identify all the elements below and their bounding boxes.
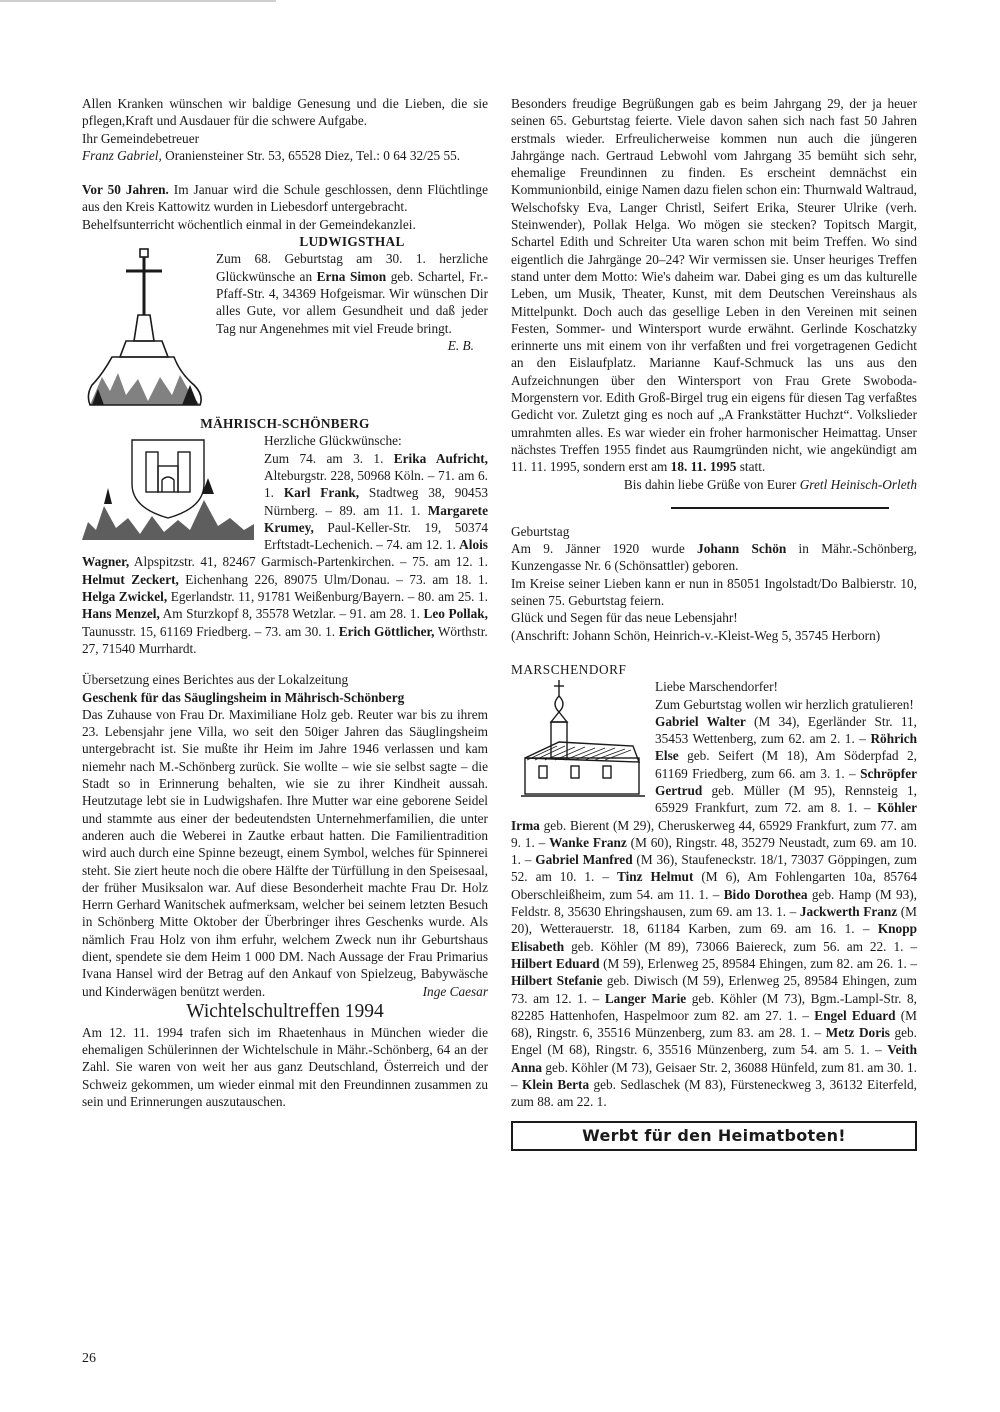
birthday-name: Gabriel Manfred [535,852,633,868]
intro-signature-label: Ihr Gemeindebetreuer [82,130,200,146]
saeuglingsheim-article [82,671,488,1000]
left-column [82,95,488,1110]
heimatbote-promo-box [511,1121,917,1151]
wichtelschultreffen-heading: Wichtelschultreffen 1994 [186,1000,384,1022]
birthday-name: Veith Anna [511,1042,917,1075]
birthday-name: Jackwerth Franz [799,904,898,920]
right-column [511,95,917,1151]
article-body: Das Zuhause von Frau Dr. Maximiliane Holz geb. Reuter war bis zu ihrem 23. Lebensjahr jene Villa, wo seit den 50iger Jahren das Säuglingsheim untergebracht ist. Sie mußte ihr Heim im Jahre 1946 verlassen und kam niemehr nach M.-Schönberg zurück. Sie wollte – wie sie selbst sagte – die Stadt so in Erinnerung behalten, wie sie zu ihrer Kindheit aussah. Heutzutage lebt sie in Ludwigshafen. Ihre Mutter war eine geborene Seidel und stammte aus einer der bedeutendsten Unternehmerfamilien, die unter anderen auch die Weberei in Zautke erbaut hatten. Die Familientradition wird auch durch eine Spinne bezeugt, einem Symbol, welches für Spinnerei steht. Sie ziert heute noch die obere Hälfte der Türfüllung in den Speisesaal, der früher Musiksalon war. Auf diese Besonderheit machte Frau Dr. Holz Herrn Gerhard Wanitschek aufmerksam, welcher bei seinem letzten Besuch in Schönberg Mitte Oktober der Überbringer ihres Geschenks wurde. Als nämlich Frau Holz von ihm erfuhr, welchem Zweck nun ihr Geburtshaus dient, spendete sie dem Heim 1 000 DM. Nach Aussage der Frau Primarius Ivana Hansel wird der Betrag auf den Ankauf von Spielzeug, Babywäsche und Kinderwägen benützt werden. Inge Caesar [82,706,488,999]
maehrisch-schoenberg-section [82,415,488,657]
birthday-name: Schröpfer Gertrud [655,765,917,798]
marschendorf-intro: Zum Geburtstag wollen wir herzlich gratulieren! [655,696,914,712]
birthday-details: (M 36), Staufeneckstr. 18/1, 73037 Göppingen, zum 52. am 10. 1. – [511,852,917,885]
birthday-details: geb. Hamp (M 93), Feldstr. 8, 35630 Ehringshausen, zum 69. am 13. 1. – [511,886,918,920]
birthday-name: Klein Berta [522,1077,590,1093]
birthday-details: geb. Köhler (M 89), 73066 Baiereck, zum 56. am 22. 1. – [564,938,917,954]
geburtstag-text: Am 9. Jänner 1920 wurde Johann Schön in Mähr.-Schönberg, Kunzengasse Nr. 6 (Schönsattler) geboren. [511,541,917,574]
birthday-name: Köhler Irma [511,800,917,833]
geburtstag-heading: Geburtstag [511,523,570,539]
maehrisch-greeting: Herzliche Glückwünsche: [264,433,402,449]
geburtstag-address: (Anschrift: Johann Schön, Heinrich-v.-Kleist-Weg 5, 35745 Herborn) [511,627,881,643]
article-title: Geschenk für das Säuglingsheim in Mährisch-Schönberg [82,689,405,705]
birthday-details: geb. Diwisch (M 59), Erlenweg 25, 89584 Ehingen, zum 73. am 12. 1. – [511,973,917,1006]
treffen-closing: Bis dahin liebe Grüße von Eurer Gretl Heinisch-Orleth [623,476,917,492]
marschendorf-greeting: Liebe Marschendorfer! [655,679,778,695]
ludwigsthal-section [82,233,488,415]
birthday-name: Hilbert Stefanie [511,973,603,989]
scan-edge-line [0,0,276,2]
intro-wishes: Allen Kranken wünschen wir baldige Genesung und die Lieben, die sie pflegen,Kraft und Ausdauer für die schwere Aufgabe. [82,96,488,129]
article-source-note: Übersetzung eines Berichtes aus der Lokalzeitung [82,672,349,688]
treffen-continued: Besonders freudige Begrüßungen gab es beim Jahrgang 29, der ja heuer seinen 65. Geburtstag feierte. Viele davon sahen sich nach fast 50 Jahren erstmals wieder. Erfreulicherweise kommen nun auch die jüngeren Jahrgänge nach. Gertraud Lebwohl vom Jahrgang 35 bemüht sich sehr, ehemalige Freundinnen zu finden. Es erscheint demnächst ein Kommunionbild, einige Namen dazu fielen schon ein: Thurnwald Waltraud, Welschofsky Eva, Langer Christl, Seifert Erika, Steurer Ulrike (verh. Steinwender), Pollak Helga. Wo mögen sie stecken? Topitsch Margit, Schartel Edith und Schreiter Uta waren schon mit beim Treffen. Wo sind eigentlich die Jahrgänge 20–24? Wir vermissen sie. Unser heuriges Treffen stand unter dem Motto: Wie's daheim war. Dabei ging es um das kulturelle Leben, um Musik, Theater, Kunst, mit dem Deutschen Vereinshaus als Mittelpunkt. Doch auch das gesellige Leben in den Vereinen mit seinen Festen, Sommer- und Wintersport wurde erwähnt. Gerlinde Koschatzky erinnerte uns mit einem von ihr verfaßten und frei vorgetragenen Gedicht an den Eislaufplatz. Marianne Kauf-Schmuck las uns aus den Aufzeichnungen über den Wintersport von Frau Grete Swoboda-Morgenstern vor. Edith Groß-Birgel trug ein eigens für diesen Tag verfaßtes Gedicht vor. Zuletzt ging es noch auf „A Frankstätter Huchzt“. Volkslieder umrahmten alles. Es war wieder ein froher harmonischer Heimattag. Unser nächstes Treffen 1955 findet aus Raumgründen nicht, wie angekündigt am 11. 11. 1995, sondern erst am 18. 11. 1995 statt. [511,96,917,475]
ludwigsthal-illustration [82,245,208,413]
birthday-name: Metz Doris [825,1025,890,1041]
birthday-name: Knopp Elisabeth [511,921,917,954]
birthday-name: Gabriel Walter [655,713,746,729]
geburtstag-section [511,523,917,644]
geburtstag-celebration: Im Kreise seiner Lieben kann er nun in 85051 Ingolstadt/Do Balbierstr. 10, seinen 75. Geburtstag feiern. [511,575,917,609]
marschendorf-heading: MARSCHENDORF [511,661,627,677]
intro-address: Franz Gabriel, Oraniensteiner Str. 53, 65528 Diez, Tel.: 0 64 32/25 55. [82,147,461,163]
maehrisch-schoenberg-heading: MÄHRISCH-SCHÖNBERG [200,416,370,432]
birthday-details: geb. Bierent (M 29), Cheruskerweg 44, 65929 Frankfurt, zum 77. am 9. 1. – [511,817,917,850]
birthday-name: Langer Marie [604,990,687,1006]
wayside-cross-icon [82,245,208,413]
birthday-details: geb. Seifert (M 18), Am Söderpfad 2, 61169 Friedberg, zum 66. am 3. 1. – [655,748,917,781]
heimatbote-promo-text: Werbt für den Heimatboten! [582,1125,846,1145]
schoenberg-illustration [82,434,256,544]
birthday-details: (M 59), Erlenweg 25, 89584 Ehingen, zum 82. am 26. 1. – [599,955,917,971]
birthday-name: Wanke Franz [549,834,627,850]
birthday-details: (M 6), Am Fohlengarten 10a, 85764 Oberschleißheim, zum 54. am 11. 1. – [511,869,917,902]
maehrisch-birthdays: Zum 74. am 3. 1. Erika Aufricht, Alteburgstr. 228, 50968 Köln. – 71. am 6. 1. Karl Frank, Stadtweg 38, 90453 Nürnberg. – 89. am 11. 1. Margarete Krumey, Paul-Keller-Str. 19, 50374 Erftstadt-Lechenich. – 74. am 12. 1. Alois Wagner, Alpspitzstr. 41, 82467 Garmisch-Partenkirchen. – 75. am 12. 1. Helmut Zeckert, Eichenhang 226, 89075 Ulm/Donau. – 73. am 18. 1. Helga Zwickel, Egerlandstr. 11, 91781 Weißenburg/Bayern. – 80. am 25. 1. Hans Menzel, Am Sturzkopf 8, 35578 Wetzlar. – 91. am 28. 1. Leo Pollak, Taunusstr. 15, 61169 Friedberg. – 73. am 30. 1. Erich Göttlicher, Wörthstr. 27, 71540 Murrhardt. [82,450,489,656]
ludwigsthal-heading: LUDWIGSTHAL [299,234,405,250]
ludwigsthal-text: Zum 68. Geburtstag am 30. 1. herzliche Glückwünsche an Erna Simon geb. Schartel, Fr.-Pfaff-Str. 4, 34369 Hofgeismar. Wir wünschen Dir alles Gute, vor allem Gesundheit und daß jeder Tag nur Angenehmes mit viel Freude bringt. E. B. [216,251,488,353]
birthday-details: (M 20), Wetterauerstr. 18, 61184 Karben, zum 69. am 16. 1. – [511,904,917,937]
birthday-details: geb. Sedlaschek (M 83), Fürsteneckweg 3, 36132 Eiterfeld, zum 88. am 22. 1. [511,1077,918,1110]
birthday-name: Röhrich Else [655,731,917,764]
birthday-name: Tinz Helmut [616,869,694,885]
birthday-details: (M 68), Ringstr. 6, 35516 Münzenberg, zum 83. am 28. 1. – [511,1007,917,1041]
page-number: 26 [82,1351,96,1366]
church-icon [511,678,647,806]
birthday-name: Bido Dorothea [723,886,808,902]
birthday-name: Engel Eduard [814,1007,896,1023]
behelfsunterricht: Behelfsunterricht wöchentlich einmal in der Gemeindekanzlei. [82,216,416,232]
birthday-details: geb. Engel (M 68), Ringstr. 6, 35516 Münzenberg, zum 54. am 5. 1. – [511,1025,917,1058]
marschendorf-illustration [511,678,647,806]
marschendorf-section [511,661,917,1111]
birthday-name: Hilbert Eduard [511,955,600,971]
town-coat-of-arms-icon [82,434,256,544]
birthday-details: (M 60), Ringstr. 48, 35279 Neustadt, zum 69. am 10. 1. – [511,834,918,868]
birthday-details: geb. Köhler (M 73), Bgm.-Lampl-Str. 8, 82285 Hattenhofen, Haspelmoor zum 82. am 27. 1. – [511,990,917,1023]
wichtelschultreffen-body: Am 12. 11. 1994 trafen sich im Rhaetenhaus in München wieder die ehemaligen Schülerinnen der Wichtelschule in Mähr.-Schönberg, 64 an der Zahl. Sie waren von weit her aus ganz Deutschland, Österreich und der Schweiz gekommen, um wieder einmal mit den Freundinnen zusammen zu sein und Erinnerungen auszutauschen. [82,1024,488,1110]
birthday-details: geb. Müller (M 95), Rennsteig 1, 65929 Frankfurt, zum 72. am 8. 1. – [655,782,917,816]
vor-50-jahren: Vor 50 Jahren. Im Januar wird die Schule geschlossen, denn Flüchtlinge aus den Kreis Kattowitz wurden in Liebesdorf untergebracht. [82,182,488,215]
section-divider [671,507,889,509]
geburtstag-wish: Glück und Segen für das neue Lebensjahr! [511,610,738,626]
birthday-details: geb. Köhler (M 73), Geisaer Str. 2, 36088 Hünfeld, zum 81. am 30. 1. – [511,1059,917,1093]
birthday-details: (M 34), Egerländer Str. 11, 35453 Wettenberg, zum 62. am 2. 1. – [655,713,917,747]
